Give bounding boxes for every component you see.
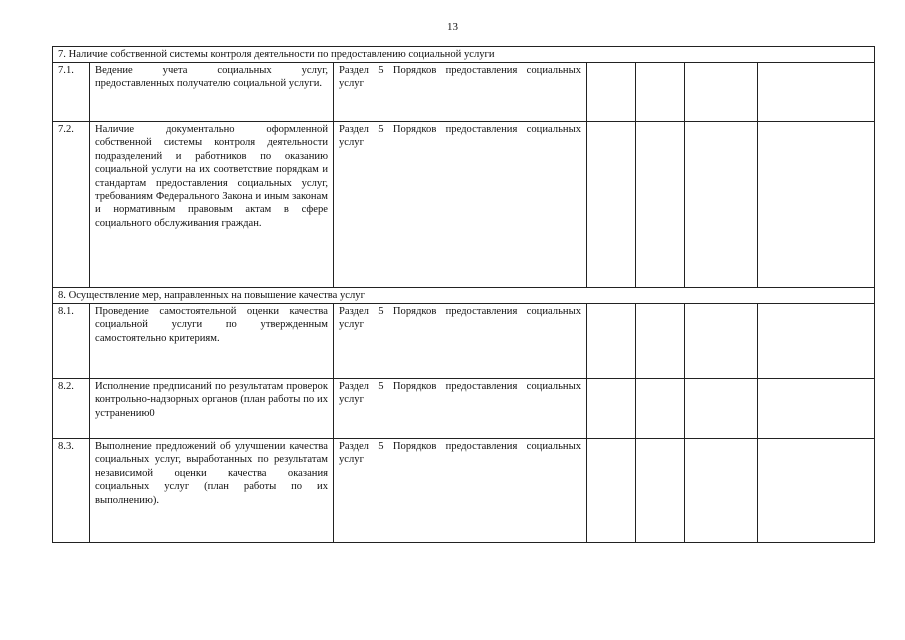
table-row-7-1 xyxy=(53,63,875,122)
section-header-7 xyxy=(53,47,875,63)
empty-cell xyxy=(587,304,636,379)
empty-cell xyxy=(636,379,685,439)
empty-cell xyxy=(685,439,758,543)
row-reference: Раздел 5 Порядков предоставления социальных услуг xyxy=(334,439,587,543)
table-row-8-2 xyxy=(53,379,875,439)
table-row-8-1 xyxy=(53,304,875,379)
empty-cell xyxy=(758,304,875,379)
empty-cell xyxy=(636,439,685,543)
row-description: Исполнение предписаний по результатам проверок контрольно-надзорных органов (план работы по их устранению0 xyxy=(90,379,334,439)
empty-cell xyxy=(587,63,636,122)
row-reference: Раздел 5 Порядков предоставления социальных услуг xyxy=(334,63,587,122)
row-description: Ведение учета социальных услуг, предоставленных получателю социальной услуги. xyxy=(90,63,334,122)
empty-cell xyxy=(685,122,758,288)
row-number: 8.2. xyxy=(53,379,90,439)
empty-cell xyxy=(685,63,758,122)
row-number: 8.3. xyxy=(53,439,90,543)
section-title: 8. Осуществление мер, направленных на повышение качества услуг xyxy=(53,288,875,304)
row-description: Наличие документально оформленной собственной системы контроля деятельности подразделений и работников по оказанию социальной услуги на их соответствие порядкам и стандартам предоставления социальных услуг, требованиям Федерального Закона и иным законам и нормативным правовым актам в сфере социального обслуживания граждан. xyxy=(90,122,334,288)
section-title: 7. Наличие собственной системы контроля деятельности по предоставлению социальной услуги xyxy=(53,47,875,63)
empty-cell xyxy=(758,122,875,288)
row-description: Выполнение предложений об улучшении качества социальных услуг, выработанных по результатам независимой оценки качества оказания социальных услуг (план работы по их выполнению). xyxy=(90,439,334,543)
section-header-8 xyxy=(53,288,875,304)
row-number: 7.1. xyxy=(53,63,90,122)
row-number: 8.1. xyxy=(53,304,90,379)
empty-cell xyxy=(758,439,875,543)
empty-cell xyxy=(587,439,636,543)
table-row-8-3 xyxy=(53,439,875,543)
empty-cell xyxy=(587,379,636,439)
empty-cell xyxy=(685,379,758,439)
row-number: 7.2. xyxy=(53,122,90,288)
table-row-7-2 xyxy=(53,122,875,288)
empty-cell xyxy=(636,63,685,122)
empty-cell xyxy=(685,304,758,379)
row-reference: Раздел 5 Порядков предоставления социальных услуг xyxy=(334,304,587,379)
page-number: 13 xyxy=(447,21,458,33)
empty-cell xyxy=(758,379,875,439)
empty-cell xyxy=(636,304,685,379)
row-reference: Раздел 5 Порядков предоставления социальных услуг xyxy=(334,379,587,439)
row-description: Проведение самостоятельной оценки качества социальной услуги по утвержденным самостоятельно критериям. xyxy=(90,304,334,379)
empty-cell xyxy=(758,63,875,122)
empty-cell xyxy=(636,122,685,288)
empty-cell xyxy=(587,122,636,288)
row-reference: Раздел 5 Порядков предоставления социальных услуг xyxy=(334,122,587,288)
quality-criteria-table xyxy=(52,46,875,543)
